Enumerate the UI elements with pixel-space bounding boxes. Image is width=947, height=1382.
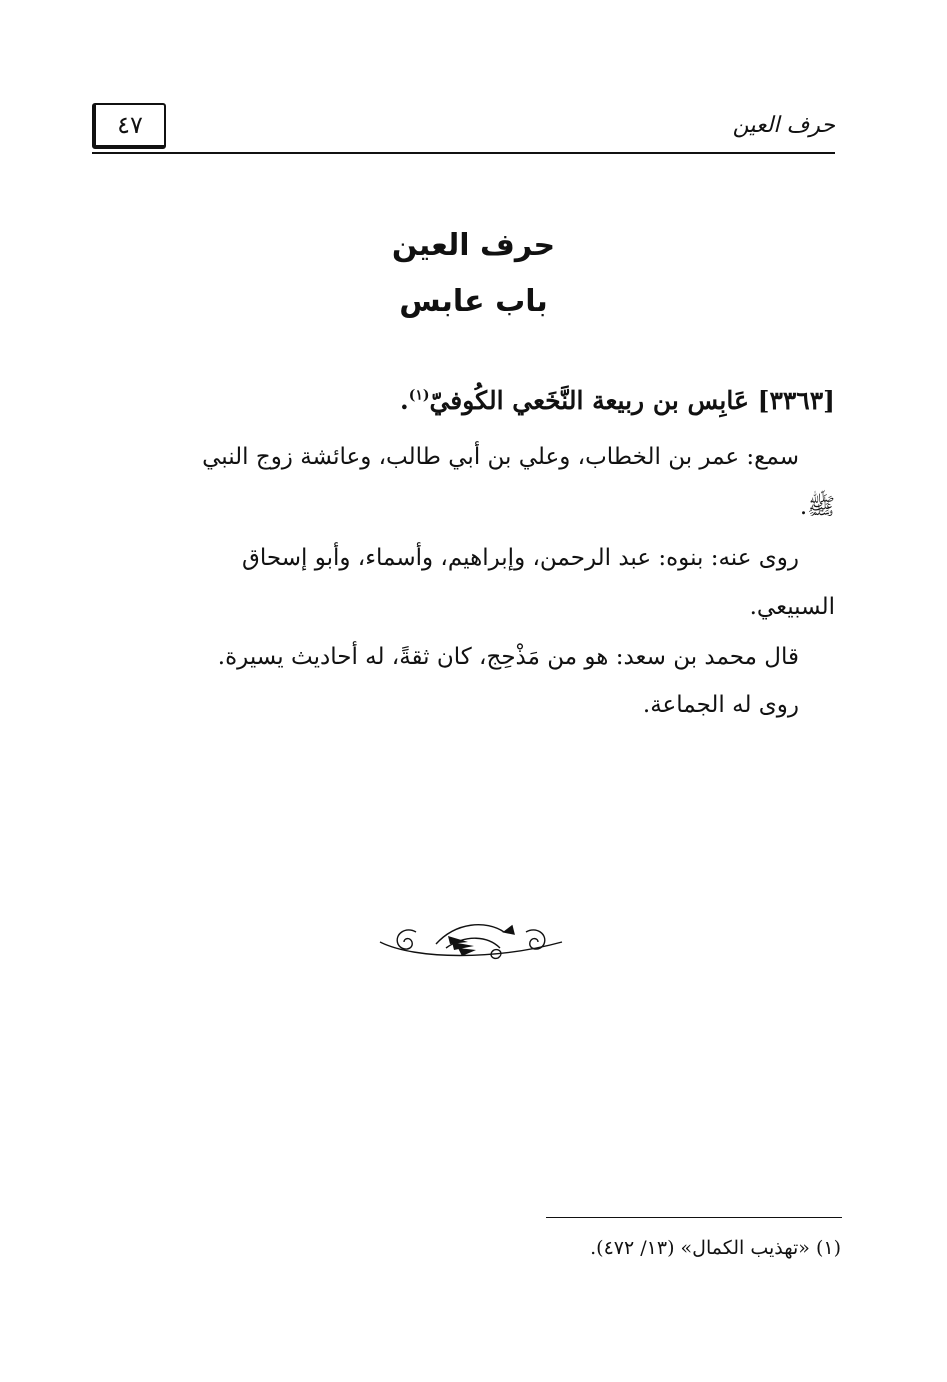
footnote: (١) «تهذيب الكمال» (١٣/ ٤٧٢). <box>590 1237 841 1259</box>
paragraph-narrated-by: روى له الجماعة. <box>642 692 799 718</box>
running-head: حرف العين <box>732 113 835 138</box>
entry-heading-text: [٣٣٦٣] عَابِس بن ربيعة النَّخَعي الكُوفيّ <box>429 386 835 415</box>
footnote-marker: (١) <box>408 387 430 404</box>
entry-heading-end: . <box>399 386 409 415</box>
entry-heading <box>400 386 835 415</box>
paragraph-ibn-saad: قال محمد بن سعد: هو من مَذْحِج، كان ثقةً، له أحاديث يسيرة. <box>217 644 799 670</box>
page-number: ٤٧ <box>117 111 143 139</box>
floral-ornament-icon <box>376 912 566 964</box>
entry-body <box>96 0 835 1382</box>
paragraph-narrators-line1: روى عنه: بنوه: عبد الرحمن، وإبراهيم، وأسماء، وأبو إسحاق <box>242 545 799 571</box>
paragraph-narrators-line2: السبيعي. <box>749 594 835 620</box>
paragraph-heard-line2: ﷺ. <box>799 494 835 520</box>
paragraph-heard-line1: سمع: عمر بن الخطاب، وعلي بن أبي طالب، وعائشة زوج النبي <box>202 444 799 470</box>
footnote-rule <box>546 1217 842 1218</box>
chapter-title: حرف العين <box>391 228 556 263</box>
section-title: باب عابس <box>399 284 548 319</box>
